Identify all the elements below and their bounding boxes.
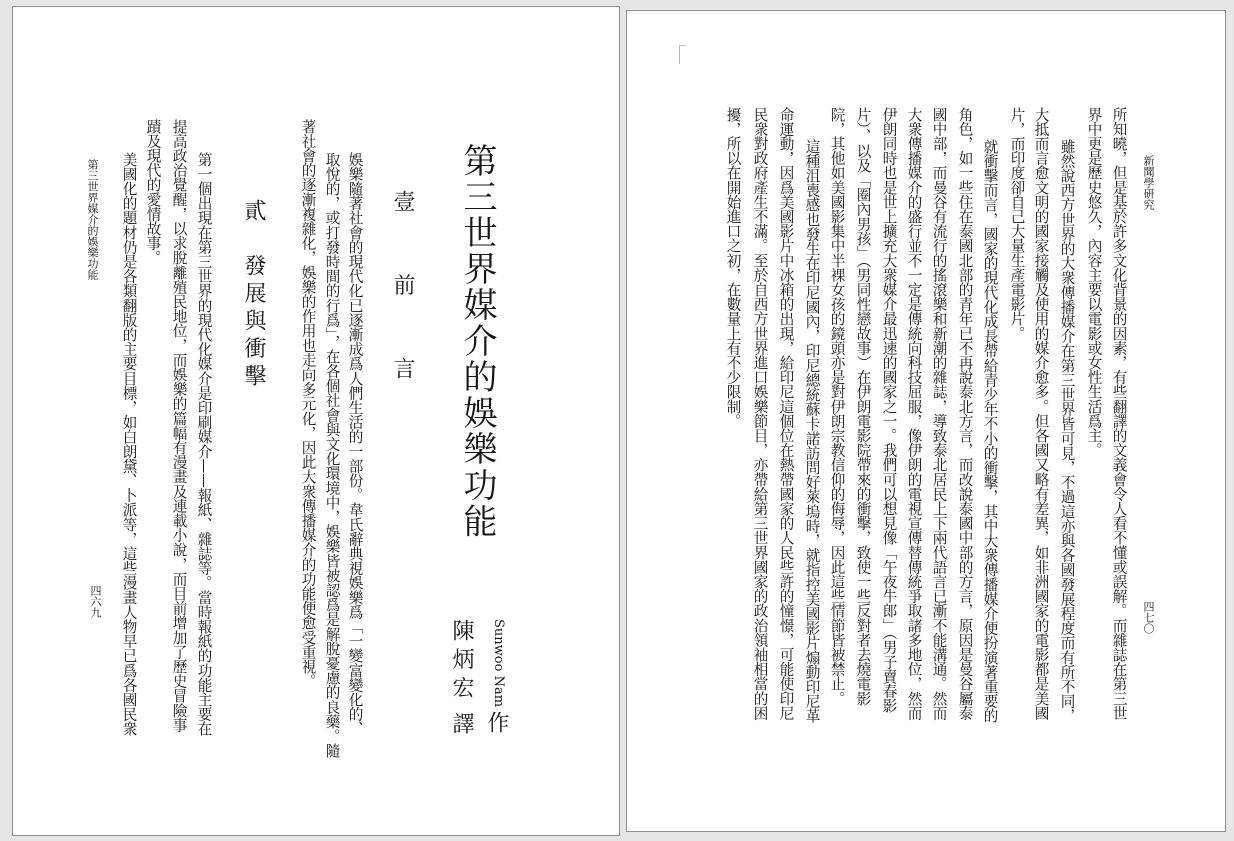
translator-role: 譯 <box>449 712 474 741</box>
body-line: 片）、以及「圈內男孩」（男同性戀故事）在伊朗電影院帶來的衝擊，致使一些反對者去燒電影 <box>854 107 872 706</box>
page-number: 四六九 <box>89 585 102 618</box>
scan-crop-mark <box>679 45 686 64</box>
body-line: 大抵而言愈文明的國家接觸及使用的媒介愈多。但各國又略有差異，如非洲國家的電影都是美國 <box>1032 107 1050 721</box>
body-line: 擾，所以在開始進口之初，在數量上有不少限制。 <box>724 107 742 429</box>
section-heading-development: 貳 發展與衝擊 <box>241 199 266 392</box>
body-line: 大衆傳播媒介的盛行並不一定是傳統向科技屈服，像伊朗的電視宣傳替傳統爭取諸多地位，然而 <box>905 107 923 721</box>
page-number: 四七〇 <box>1142 601 1155 634</box>
body-line: 命運動，因爲美國影片中冰箱的出現，給印尼這個位在熱帶國家的人民些許的憧憬，可能使印尼 <box>777 107 795 721</box>
body-line: 這種沮喪感也發生在印尼國內，印尼總統蘇卡諾訪問好萊塢時，就指控美國影片煽動印尼革 <box>803 139 821 723</box>
body-line: 取悅的，或打發時間的行爲」，在各個社會與文化環境中，娛樂皆被認爲是解脫憂慮的良藥。隨 <box>323 152 341 758</box>
body-line: 雖然說西方世界的大衆傳播媒介在第三世界皆可見，不過這亦與各國發展程度而有所不同， <box>1058 139 1076 723</box>
translator-name: 陳炳宏 <box>449 619 474 705</box>
body-line: 美國化的題材仍是各類翻版的主要目標，如白朗黛、卜派等，這些漫畫人物早已爲各國民衆 <box>120 152 138 736</box>
body-line: 角色，如一些住在泰國北部的青年已不再說泰北方言，而改說泰國中部的方言，原因是曼谷屬泰 <box>956 107 974 721</box>
running-title: 第三世界媒介的娛樂功能 <box>86 159 99 280</box>
body-line: 院，其他如美國影集中半裸女孩的鏡頭亦是對伊朗宗教信仰的侮辱，因此這些情節皆被禁止。 <box>828 107 846 706</box>
body-line: 民衆對政府產生不滿。至於自西方世界進口娛樂節目，亦帶給第三世界國家的政治領袖相當的困 <box>751 107 769 721</box>
body-line: 提高政治覺醒，以求脫離殖民地位，而娛樂的篇幅有漫畫及連載小說，而目前增加了歷史冒險事 <box>170 119 188 733</box>
running-head: 新聞學研究 <box>1142 155 1155 210</box>
body-line: 國中部，而曼谷有流行的搖滾樂和新潮的雜誌，導致泰北居民上下兩代語言已漸不能溝通。然而 <box>930 107 948 721</box>
article-title: 第三世界媒介的娛樂功能 <box>457 143 497 540</box>
body-line: 娛樂隨著社會的現代化已逐漸成爲人們生活的一部份。韋氏辭典視娛樂爲「一變富變化的、 <box>346 152 364 736</box>
author-role: 作 <box>484 711 509 740</box>
author-name: Sunwoo Nam <box>491 619 506 708</box>
body-line: 片，而印度卻自己大量生產電影片。 <box>1008 107 1026 341</box>
body-line: 著社會的逐漸複雜化，娛樂的作用也走向多元化，因此大衆傳播媒介的功能便愈受重視。 <box>299 119 317 689</box>
right-page <box>626 10 1226 832</box>
body-line: 所知曉，但是基於許多文化背景的因素，有些翻譯的文義會令人看不懂或誤解。而雜誌在第三世 <box>1110 107 1128 721</box>
left-page <box>12 6 620 836</box>
body-line: 伊朗同時也是世上擴充大衆媒介最迅速的國家之一。我們可以想見像「午夜牛郎」（男子賣春影 <box>880 107 898 713</box>
body-line: 蹟及現代的愛情故事。 <box>144 119 162 265</box>
body-line: 第一個出現在第三世界的現代化媒介是印刷媒介——報紙、雜誌等。當時報紙的功能主要在 <box>195 152 213 736</box>
body-line: 就衝擊而言，國家的現代化成長帶給青少年不小的衝擊，其中大衆傳播媒介便扮演著重要的 <box>981 139 999 723</box>
section-heading-introduction: 壹 前 言 <box>390 190 415 399</box>
body-line: 界中更是歷史悠久，內容主要以電影或女性生活爲主。 <box>1085 107 1103 458</box>
